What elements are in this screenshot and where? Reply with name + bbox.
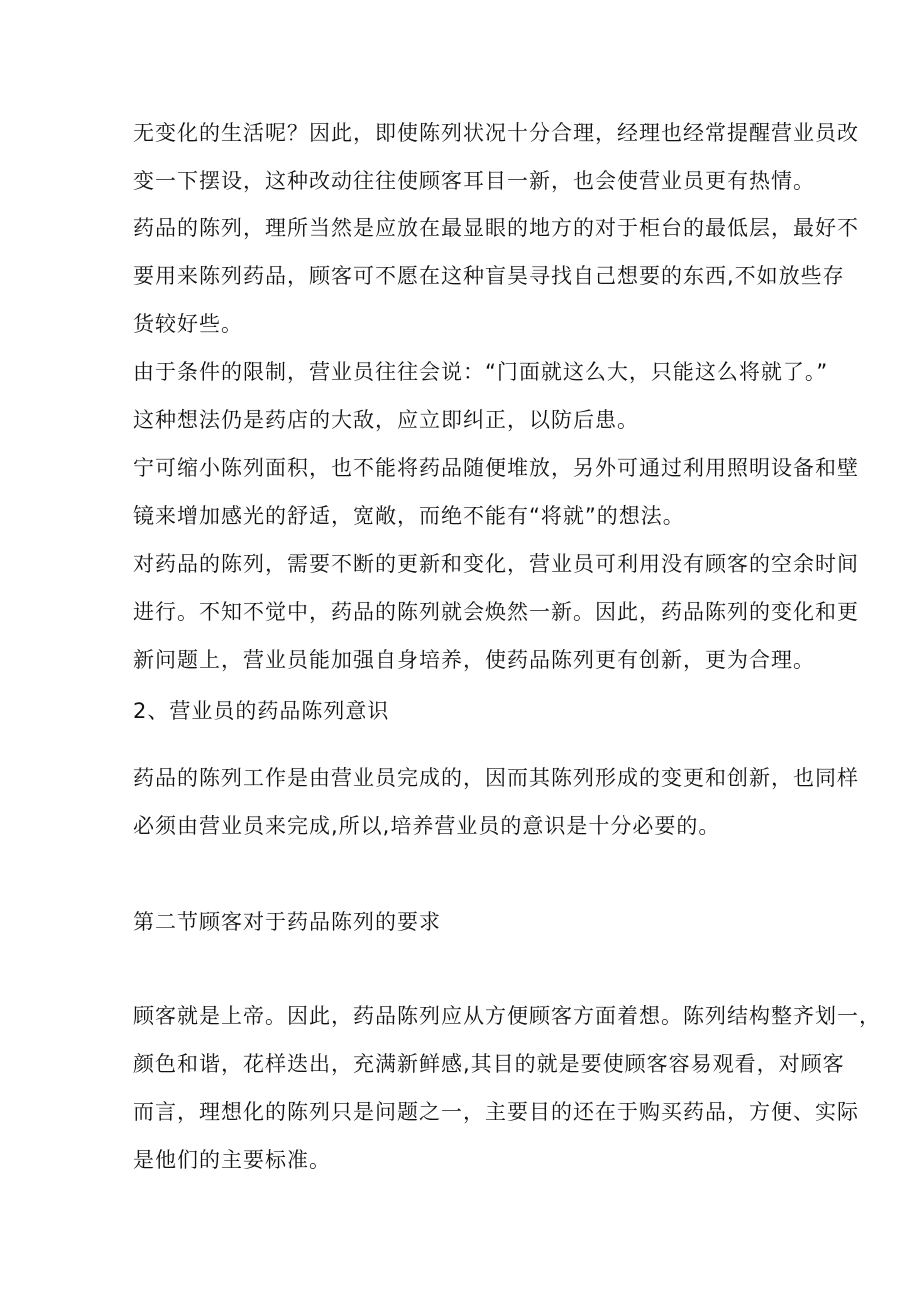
paragraph-line: 进行。不知不觉中，药品的陈列就会焕然一新。因此，药品陈列的变化和更	[133, 600, 859, 624]
chapter-heading: 第二节顾客对于药品陈列的要求	[133, 910, 441, 934]
paragraph-line: 对药品的陈列，需要不断的更新和变化，营业员可利用没有顾客的空余时间	[133, 552, 859, 576]
section-heading: 2、营业员的药品陈列意识	[133, 699, 390, 723]
paragraph-line: 必须由营业员来完成,所以,培养营业员的意识是十分必要的。	[133, 814, 721, 838]
paragraph-line: 顾客就是上帝。因此，药品陈列应从方便顾客方面着想。陈列结构整齐划一，	[133, 1004, 881, 1028]
paragraph-line: 由于条件的限制，营业员往往会说：“门面就这么大，只能这么将就了。”	[133, 360, 829, 384]
paragraph-line: 药品的陈列工作是由营业员完成的，因而其陈列形成的变更和创新，也同样	[133, 766, 859, 790]
paragraph-line: 变一下摆设，这种改动往往使顾客耳目一新，也会使营业员更有热情。	[133, 169, 815, 193]
paragraph-line: 无变化的生活呢？因此，即使陈列状况十分合理，经理也经常提醒营业员改	[133, 121, 859, 145]
paragraph-line: 新问题上，营业员能加强自身培养，使药品陈列更有创新，更为合理。	[133, 648, 815, 672]
paragraph-line: 而言，理想化的陈列只是问题之一，主要目的还在于购买药品，方便、实际	[133, 1100, 859, 1124]
paragraph-line: 药品的陈列，理所当然是应放在最显眼的地方的对于柜台的最低层，最好不	[133, 216, 859, 240]
paragraph-line: 宁可缩小陈列面积，也不能将药品随便堆放，另外可通过利用照明设备和壁	[133, 456, 859, 480]
paragraph-line: 颜色和谐，花样迭出，充满新鲜感,其目的就是要使顾客容易观看，对顾客	[133, 1052, 845, 1076]
paragraph-line: 这种想法仍是药店的大敌，应立即纠正，以防后患。	[133, 408, 639, 432]
paragraph-line: 要用来陈列药品，顾客可不愿在这种盲昊寻找自己想要的东西,不如放些存	[133, 264, 845, 288]
paragraph-line: 镜来增加感光的舒适，宽敞，而绝不能有“将就”的想法。	[133, 504, 685, 528]
paragraph-line: 是他们的主要标准。	[133, 1148, 331, 1172]
paragraph-line: 货较好些。	[133, 312, 243, 336]
